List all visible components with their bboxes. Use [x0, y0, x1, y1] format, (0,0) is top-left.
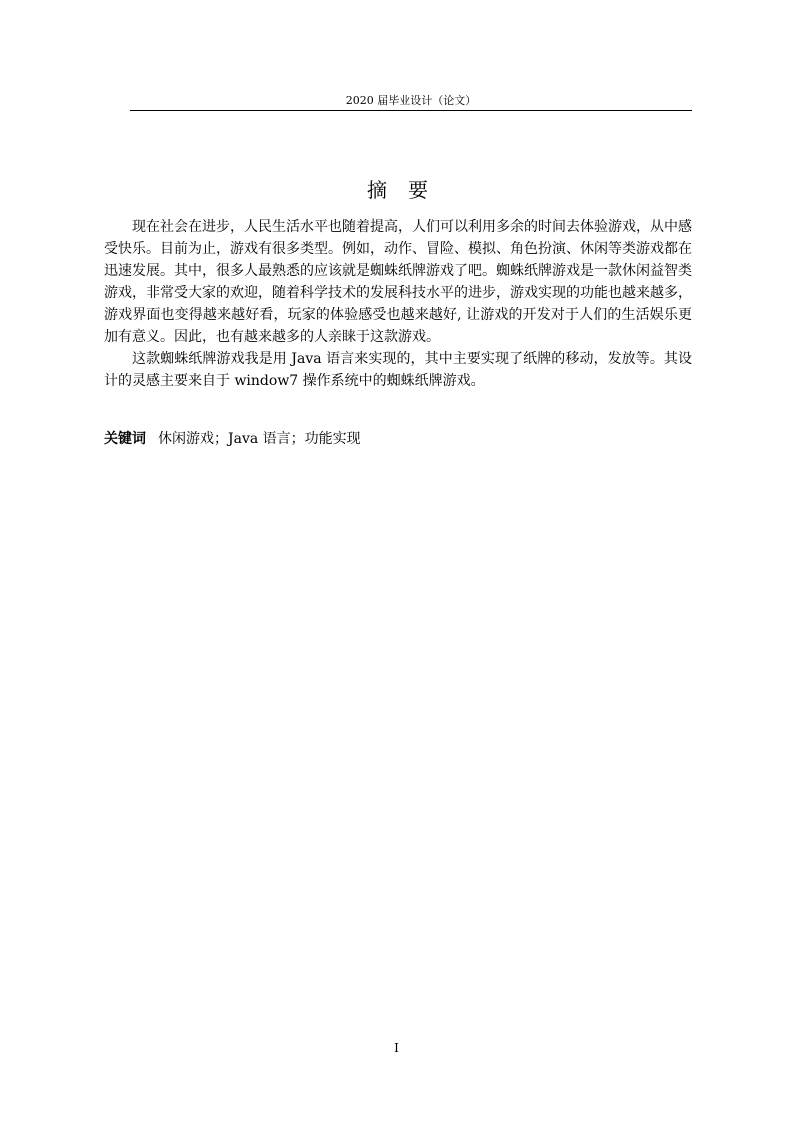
keywords-label: 关键词 — [104, 431, 146, 447]
page-number: I — [394, 1041, 399, 1055]
abstract-title-char-2: 要 — [408, 178, 429, 202]
keywords-line — [104, 428, 692, 450]
header-divider — [130, 110, 692, 111]
page-header: 2020 届毕业设计（论文） — [345, 94, 477, 107]
abstract-paragraph: 现在社会在进步，人民生活水平也随着提高，人们可以利用多余的时间去体验游戏，从中感受快乐。目前为止，游戏有很多类型。例如，动作、冒险、模拟、角色扮演、休闲等类游戏都在迅速发展。其中，很多人最熟悉的应该就是蜘蛛纸牌游戏了吧。蜘蛛纸牌游戏是一款休闲益智类游戏，非常受大家的欢迎，随着科学技术的发展科技水平的进步，游戏实现的功能也越来越多，游戏界面也变得越来越好看，玩家的体验感受也越来越好, 让游戏的开发对于人们的生活娱乐更加有意义。因此，也有越来越多的人亲睐于这款游戏。 — [104, 219, 692, 345]
abstract-paragraph: 这款蜘蛛纸牌游戏我是用 Java 语言来实现的，其中主要实现了纸牌的移动，发放等。其设计的灵感主要来自于 window7 操作系统中的蜘蛛纸牌游戏。 — [104, 351, 692, 389]
keywords-value: 休闲游戏；Java 语言；功能实现 — [158, 431, 361, 447]
abstract-title — [104, 176, 692, 204]
abstract-title-char-1: 摘 — [367, 178, 388, 202]
abstract-body — [104, 216, 692, 392]
